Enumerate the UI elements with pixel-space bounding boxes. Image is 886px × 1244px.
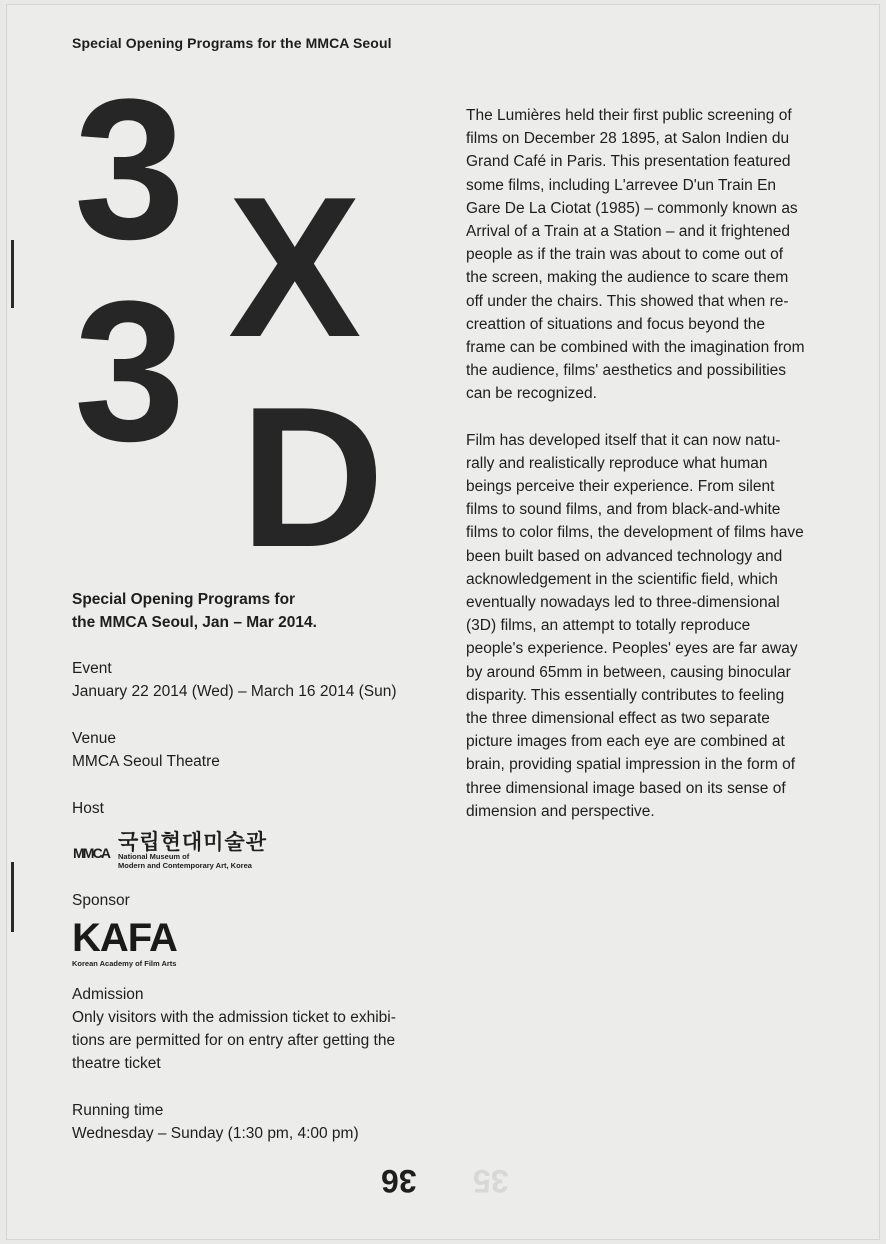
body-line: dimension and perspective. bbox=[466, 802, 655, 820]
mmca-korean-name: 국립현대미술관 bbox=[118, 830, 268, 854]
title-glyph-3-top: 3 bbox=[74, 58, 182, 281]
body-line: been built based on advanced technology and bbox=[466, 547, 783, 565]
page-number: 36 bbox=[381, 1163, 417, 1199]
kafa-logo bbox=[72, 918, 177, 968]
venue-block bbox=[72, 727, 432, 773]
title-glyph-x: X bbox=[228, 156, 358, 379]
host-label: Host bbox=[72, 800, 104, 817]
subtitle-line: Special Opening Programs for bbox=[72, 591, 296, 608]
body-line: acknowledgement in the scientific field, which bbox=[466, 570, 778, 588]
mmca-english-line: Modern and Contemporary Art, Korea bbox=[118, 860, 252, 870]
admission-label: Admission bbox=[72, 986, 144, 1003]
body-line: picture images from each eye are combined at bbox=[466, 733, 785, 751]
host-block bbox=[72, 797, 432, 820]
title-glyph-3-bottom: 3 bbox=[74, 260, 182, 483]
running-time-label: Running time bbox=[72, 1102, 164, 1119]
body-line: can be recognized. bbox=[466, 385, 597, 403]
edge-mark-bottom bbox=[11, 862, 14, 932]
edge-mark-top bbox=[11, 240, 14, 308]
body-text bbox=[466, 104, 828, 846]
mmca-mark-icon bbox=[72, 828, 112, 870]
body-line: Film has developed itself that it can now natu- bbox=[466, 431, 781, 449]
venue-label: Venue bbox=[72, 730, 116, 747]
body-line: films on December 28 1895, at Salon Indien du bbox=[466, 130, 790, 148]
body-line: films to sound films, and from black-and-white bbox=[466, 501, 781, 519]
body-line: the three dimensional effect as two separate bbox=[466, 710, 770, 728]
body-line: disparity. This essentially contributes to feeling bbox=[466, 686, 785, 704]
venue-value: MMCA Seoul Theatre bbox=[72, 753, 220, 770]
event-block bbox=[72, 657, 432, 703]
body-line: (3D) films, an attempt to totally reproduce bbox=[466, 617, 751, 635]
event-dates: January 22 2014 (Wed) – March 16 2014 (Sun) bbox=[72, 683, 397, 700]
body-line: three dimensional image based on its sense of bbox=[466, 779, 786, 797]
paragraph-lumieres bbox=[466, 104, 828, 406]
body-line: Grand Café in Paris. This presentation featured bbox=[466, 153, 791, 171]
body-line: beings perceive their experience. From silent bbox=[466, 478, 775, 496]
paragraph-3d-film bbox=[466, 429, 828, 823]
running-time-value: Wednesday – Sunday (1:30 pm, 4:00 pm) bbox=[72, 1125, 359, 1142]
body-line: brain, providing spatial impression in the form of bbox=[466, 756, 796, 774]
mmca-logo bbox=[72, 826, 272, 872]
body-line: by around 65mm in between, causing binocular bbox=[466, 663, 791, 681]
kafa-subtitle: Korean Academy of Film Arts bbox=[72, 959, 177, 968]
admission-line: tions are permitted for on entry after getting the bbox=[72, 1032, 396, 1049]
program-subtitle bbox=[72, 588, 432, 634]
body-line: Gare De La Ciotat (1985) – commonly known as bbox=[466, 199, 798, 217]
body-line: rally and realistically reproduce what human bbox=[466, 454, 768, 472]
subtitle-line: the MMCA Seoul, Jan – Mar 2014. bbox=[72, 614, 317, 631]
body-line: the screen, making the audience to scare them bbox=[466, 269, 789, 287]
event-label: Event bbox=[72, 660, 112, 677]
body-line: people's experience. Peoples' eyes are far away bbox=[466, 640, 798, 658]
mmca-english-line: National Museum of bbox=[118, 852, 190, 861]
sponsor-block bbox=[72, 889, 432, 912]
mmca-mark-text: MMCA bbox=[73, 845, 111, 861]
admission-line: theatre ticket bbox=[72, 1055, 161, 1072]
body-line: films to color films, the development of films have bbox=[466, 524, 804, 542]
running-time-block bbox=[72, 1099, 432, 1145]
body-line: off under the chairs. This showed that when re- bbox=[466, 292, 789, 310]
page-header: Special Opening Programs for the MMCA Seoul bbox=[72, 35, 392, 51]
sponsor-label: Sponsor bbox=[72, 892, 130, 909]
body-line: The Lumières held their first public screening of bbox=[466, 107, 792, 124]
mmca-english-name bbox=[118, 853, 252, 870]
body-line: frame can be combined with the imagination from bbox=[466, 339, 805, 357]
body-line: eventually nowadays led to three-dimensional bbox=[466, 594, 780, 612]
admission-block bbox=[72, 983, 432, 1075]
show-through-page-number: 35 bbox=[473, 1163, 509, 1199]
body-line: Arrival of a Train at a Station – and it frightened bbox=[466, 223, 790, 241]
body-line: the audience, films' aesthetics and possibilities bbox=[466, 362, 787, 380]
admission-line: Only visitors with the admission ticket to exhibi- bbox=[72, 1009, 396, 1026]
body-line: some films, including L'arrevee D'un Train En bbox=[466, 176, 777, 194]
body-line: creattion of situations and focus beyond the bbox=[466, 315, 766, 333]
kafa-wordmark: KAFA bbox=[72, 916, 177, 960]
body-line: people as if the train was about to come out of bbox=[466, 246, 784, 264]
title-glyph-d: D bbox=[240, 366, 381, 589]
